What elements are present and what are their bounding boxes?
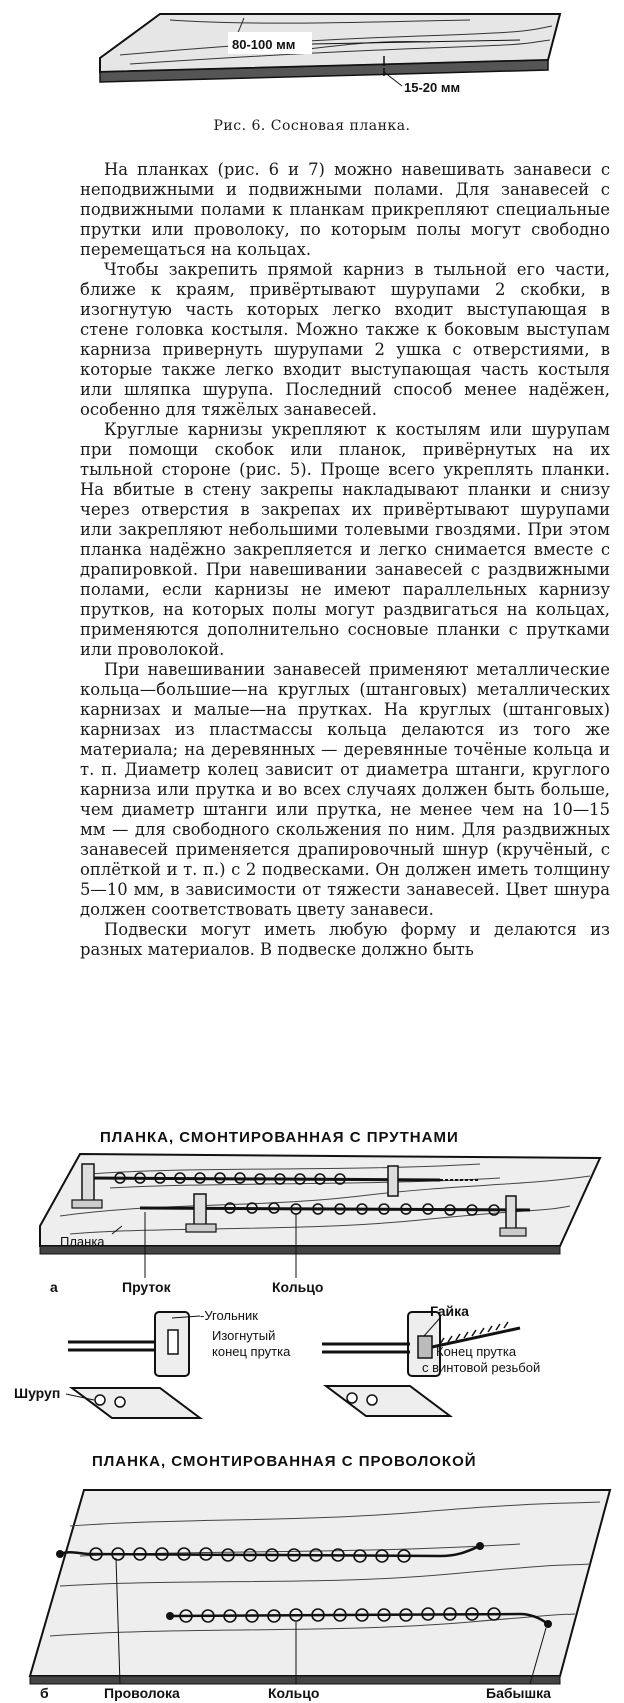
label-konec-2: с винтовой резьбой — [422, 1360, 541, 1375]
figure-7b-letter: б — [40, 1685, 49, 1701]
figure-7a — [0, 1116, 624, 1378]
label-izognutyi-2: конец прутка — [212, 1344, 291, 1359]
dimension-thickness-label: 15-20 мм — [404, 80, 461, 95]
label-prutok: Пруток — [122, 1279, 171, 1295]
paragraph: На планках (рис. 6 и 7) можно навешивать занавеси с неподвижными и подвижными полами. Для занавесей с подвижными полами к планкам прикрепляют специальные прутки или проволоку, по которым полы могут свободно перемещаться на кольцах. — [80, 160, 610, 259]
label-planka: Планка — [60, 1234, 105, 1249]
label-kolco-a: Кольцо — [272, 1279, 324, 1295]
dimension-width-label: 80-100 мм — [232, 37, 296, 52]
paragraph: Подвески могут иметь любую форму и делаются из разных материалов. В подвеске должно быть — [80, 920, 610, 959]
label-babyshka: Бабышка — [486, 1685, 551, 1701]
paragraph: Чтобы закрепить прямой карниз в тыльной его части, ближе к краям, привёртывают шурупами 2 скобки, в изогнутую часть которых легко входит выступающая в стене головка костыля. Можно также к боковым выступам карниза привернуть шурупами 2 ушка с отверстиями, в которые также легко входит выступающая часть костыля или шляпка шурупа. Последний способ менее надёжен, особенно для тяжёлых занавесей. — [80, 260, 610, 419]
rod-board-illustration — [0, 1116, 624, 1378]
pine-board-illustration — [0, 0, 624, 110]
figure-6-caption: Рис. 6. Сосновая планка. — [213, 118, 411, 134]
label-shurup: Шуруп — [14, 1385, 61, 1401]
label-provoloka: Проволока — [104, 1685, 180, 1701]
paragraph: Круглые карнизы укрепляют к костылям или шурупам при помощи скобок или планок, привёрнутых на их тыльной стороне (рис. 5). Проще всего укреплять планки. На вбитые в стену закрепы накладывают планки и снизу через отверстия в закрепах их привёртывают шурупами или закрепляют небольшими толевыми гвоздями. При этом планка надёжно закрепляется и легко снимается вместе с драпировкой. При навешивании занавесей с раздвижными полами, если карнизы не имеют параллельных карнизу прутков, на которых полы могут раздвигаться на кольцах, применяются дополнительно сосновые планки с прутками или проволокой. — [80, 420, 610, 659]
label-kolco-b: Кольцо — [268, 1685, 320, 1701]
label-izognutyi-1: Изогнутый — [212, 1328, 276, 1343]
figure-7a-letter: а — [50, 1279, 58, 1295]
figure-7a-heading: ПЛАНКА, СМОНТИРОВАННАЯ С ПРУТНАМИ — [100, 1129, 459, 1146]
figure-7b — [0, 1446, 624, 1703]
label-ugolnik: -Угольник — [200, 1308, 258, 1323]
figure-6 — [0, 0, 624, 110]
label-konec-1: Конец прутка — [436, 1344, 517, 1359]
label-gaika: Гайка — [430, 1303, 469, 1319]
paragraph: При навешивании занавесей применяют металлические кольца—большие—на круглых (штанговых) металлических карнизах и малые—на прутках. На круглых (штанговых) карнизах из пластмассы кольца делаются из того же материала; на деревянных — деревянные точёные кольца и т. п. Диаметр колец зависит от диаметра штанги, круглого карниза или прутка и во всех случаях должен быть больше, чем диаметр штанги или прутка, не менее чем на 10—15 мм — для свободного скольжения по ним. Для раздвижных занавесей применяется драпировочный шнур (кручёный, с оплёткой и т. п.) с 2 подвесками. Он должен иметь толщину 5—10 мм, в зависимости от тяжести занавесей. Цвет шнура должен соответствовать цвету занавеси. — [80, 660, 610, 919]
detail-base-plates — [0, 1378, 624, 1438]
figure-7b-heading: ПЛАНКА, СМОНТИРОВАННАЯ С ПРОВОЛОКОЙ — [92, 1453, 477, 1470]
detail-bent-rod — [68, 1312, 200, 1376]
wire-board-illustration — [0, 1446, 624, 1703]
article-body — [80, 160, 610, 960]
figure-7a-details-base — [0, 1378, 624, 1438]
